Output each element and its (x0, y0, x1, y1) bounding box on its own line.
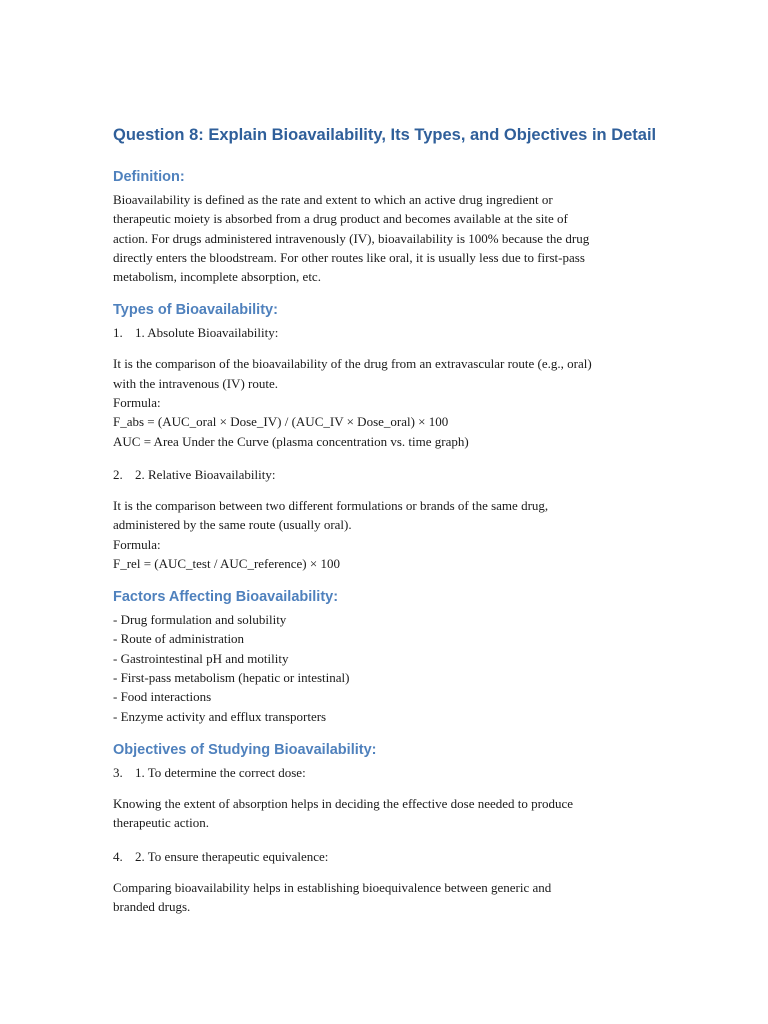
absolute-line: with the intravenous (IV) route. (113, 375, 278, 391)
definition-line: action. For drugs administered intravenously (IV), bioavailability is 100% because the drug (113, 230, 590, 246)
factors-heading: Factors Affecting Bioavailability: (113, 589, 339, 606)
formula-text: F_abs = (AUC_oral × Dose_IV) / (AUC_IV × Dose_oral) × 100 (113, 414, 449, 430)
list-number: 3. (113, 764, 123, 780)
list-item: - Gastrointestinal pH and motility (113, 650, 289, 666)
numbered-item-relative (113, 465, 658, 484)
list-item: - Food interactions (113, 689, 212, 705)
list-number: 2. (113, 466, 123, 482)
absolute-line: It is the comparison of the bioavailability of the drug from an extravascular route (e.g., oral) (113, 356, 592, 372)
factors-list (113, 610, 658, 726)
list-item: - Enzyme activity and efflux transporters (113, 708, 327, 724)
equivalence-line: branded drugs. (113, 898, 191, 914)
item-label: 1. Absolute Bioavailability: (135, 325, 279, 341)
item-label: 1. To determine the correct dose: (135, 764, 306, 780)
absolute-line: AUC = Area Under the Curve (plasma concentration vs. time graph) (113, 433, 469, 449)
numbered-item-equivalence (113, 847, 658, 866)
list-number: 1. (113, 325, 123, 341)
dose-line: therapeutic action. (113, 815, 210, 831)
absolute-paragraph (113, 354, 658, 450)
types-heading: Types of Bioavailability: (113, 302, 278, 319)
relative-line: It is the comparison between two different formulations or brands of the same drug, (113, 497, 549, 513)
formula-text: F_rel = (AUC_test / AUC_reference) × 100 (113, 555, 340, 571)
definition-line: directly enters the bloodstream. For other routes like oral, it is usually less due to first-pass (113, 249, 585, 265)
definition-line: metabolism, incomplete absorption, etc. (113, 269, 321, 285)
dose-line: Knowing the extent of absorption helps in deciding the effective dose needed to produce (113, 795, 574, 811)
equivalence-paragraph (113, 878, 658, 917)
formula-label: Formula: (113, 395, 161, 411)
objectives-heading: Objectives of Studying Bioavailability: (113, 741, 377, 758)
definition-line: therapeutic moiety is absorbed from a drug product and becomes available at the site of (113, 211, 568, 227)
item-label: 2. To ensure therapeutic equivalence: (135, 848, 329, 864)
numbered-item-dose (113, 763, 658, 782)
document-page (113, 123, 658, 916)
dose-paragraph (113, 794, 658, 833)
numbered-item-absolute (113, 323, 658, 342)
definition-paragraph (113, 190, 658, 286)
list-item: - Drug formulation and solubility (113, 612, 287, 628)
relative-paragraph (113, 496, 658, 573)
list-item: - Route of administration (113, 631, 245, 647)
definition-line: Bioavailability is defined as the rate and extent to which an active drug ingredient or (113, 192, 553, 207)
list-item: - First-pass metabolism (hepatic or intestinal) (113, 670, 350, 686)
formula-label: Formula: (113, 536, 161, 552)
equivalence-line: Comparing bioavailability helps in establishing bioequivalence between generic and (113, 879, 552, 895)
item-label: 2. Relative Bioavailability: (135, 466, 276, 482)
page-title: Question 8: Explain Bioavailability, Its Types, and Objectives in Detail (113, 126, 657, 144)
relative-line: administered by the same route (usually oral). (113, 517, 352, 533)
list-number: 4. (113, 848, 123, 864)
definition-heading: Definition: (113, 169, 185, 185)
